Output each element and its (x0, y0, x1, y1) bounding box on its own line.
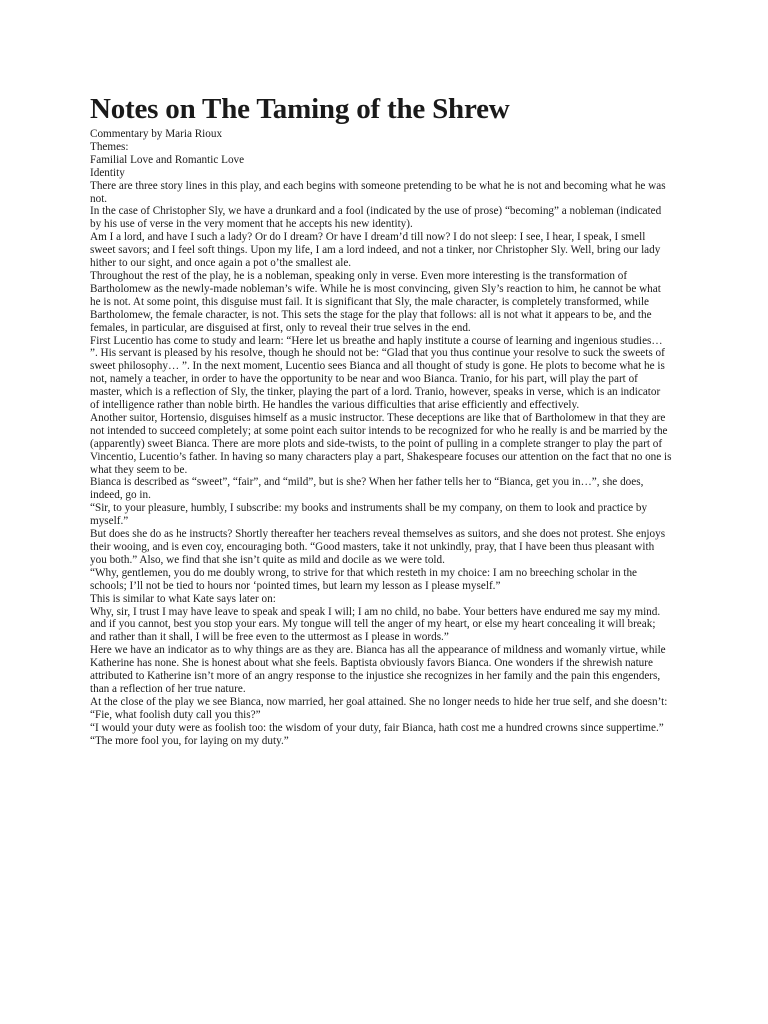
byline: Commentary by Maria Rioux (90, 128, 223, 140)
quote-paragraph: “Fie, what foolish duty call you this?” (90, 708, 261, 721)
body-paragraph: At the close of the play we see Bianca, now married, her goal attained. She no longer needs to hide her true self, and she doesn’t: (90, 695, 668, 708)
body-paragraph: Here we have an indicator as to why things are as they are. Bianca has all the appearance of mildness and womanly virtue, while Katherine has none. She is honest about what she feels. Baptista obviously favors Bianca. One wonders if the shrewish nature attributed to Katherine isn’t more of an angry response to the injustice she recognizes in her family and the pain this engenders, than a reflection of her true nature. (90, 644, 666, 695)
quote-paragraph: Am I a lord, and have I such a lady? Or do I dream? Or have I dream’d till now? I do not sleep: I see, I hear, I speak, I smell sweet savors; and I feel soft things. Upon my life, I am a lord indeed, and not a tinker, nor Christopher Sly. Well, bring our lady hither to our sight, and once again a pot o’the smallest ale. (90, 231, 661, 270)
body-paragraph: In the case of Christopher Sly, we have a drunkard and a fool (indicated by the use of prose) “becoming” a nobleman (indicated by his use of verse in the very moment that he accepts his new identity). (90, 205, 662, 231)
quote-paragraph: “The more fool you, for laying on my duty.” (90, 734, 289, 747)
body-paragraph: Throughout the rest of the play, he is a nobleman, speaking only in verse. Even more interesting is the transformation of Bartholomew as the newly-made nobleman’s wife. While he is most convincing, given Sly’s reaction to him, he cannot be what he is not. At some point, this disguise must fail. It is significant that Sly, the male character, is completely transformed, while Bartholomew, the female character, is not. This sets the stage for the play that follows: all is not what it appears to be, and the females, in particular, are disguised at first, only to reveal their true selves in the end. (90, 269, 661, 334)
theme-item: Identity (90, 166, 125, 179)
theme-item: Familial Love and Romantic Love (90, 153, 245, 166)
body-paragraph: There are three story lines in this play, and each begins with someone pretending to be what he is not and becoming what he was not. (90, 179, 666, 205)
body-paragraph: But does she do as he instructs? Shortly thereafter her teachers reveal themselves as suitors, and she does not protest. She enjoys their wooing, and is even coy, encouraging both. “Good masters, take it not unkindly, pray, that I have been thus pleasant with you both.” Also, we find that she isn’t quite as mild and docile as we were told. (90, 528, 666, 566)
quote-paragraph: “Sir, to your pleasure, humbly, I subscribe: my books and instruments shall be my company, on them to look and practice by myself.” (90, 502, 648, 528)
body-paragraph: This is similar to what Kate says later on: (90, 592, 276, 605)
quote-paragraph: “Why, gentlemen, you do me doubly wrong, to strive for that which resteth in my choice: I am no breeching scholar in the schools; I’ll not be tied to hours nor ‘pointed times, but learn my lesson as I please myself.” (90, 566, 638, 592)
body-paragraph: Another suitor, Hortensio, disguises himself as a music instructor. These deceptions are like that of Bartholomew in that they are not intended to succeed completely; at some point each suitor intends to be recognized for who he really is and be married by the (apparently) sweet Bianca. There are more plots and side-twists, to the point of pulling in a complete stranger to play the part of Vincentio, Lucentio’s father. In having so many characters play a part, Shakespeare focuses our attention on the fact that no one is what they seem to be. (90, 411, 672, 476)
themes-heading: Themes: (90, 140, 129, 153)
document-title: Notes on The Taming of the Shrew (90, 93, 510, 125)
body-paragraph: First Lucentio has come to study and learn: “Here let us breathe and haply institute a course of learning and ingenious studies… ”. His servant is pleased by his resolve, though he should not be: “Glad that you thus continue your resolve to suck the sweets of sweet philosophy… ”. In the next moment, Lucentio sees Bianca and all thought of study is gone. He plots to become what he is not, namely a teacher, in order to have the opportunity to be near and woo Bianca. Tranio, for his part, will play the part of master, which is a reflection of Sly, the tinker, playing the part of a lord. Tranio, however, speaks in verse, which is an indicator of intelligence rather than noble birth. He handles the various difficulties that arise efficiently and effectively. (90, 334, 665, 412)
body-paragraph: Bianca is described as “sweet”, “fair”, and “mild”, but is she? When her father tells her to “Bianca, get you in…”, she does, indeed, go in. (90, 476, 644, 502)
quote-paragraph: “I would your duty were as foolish too: the wisdom of your duty, fair Bianca, hath cost me a hundred crowns since suppertime.” (90, 721, 664, 734)
document-page (90, 92, 672, 748)
quote-paragraph: Why, sir, I trust I may have leave to speak and speak I will; I am no child, no babe. Your betters have endured me say my mind. and if you cannot, best you stop your ears. My tongue will tell the anger of my heart, or else my heart concealing it will break; and rather than it shall, I will be free even to the uttermost as I please in words.” (90, 605, 661, 644)
